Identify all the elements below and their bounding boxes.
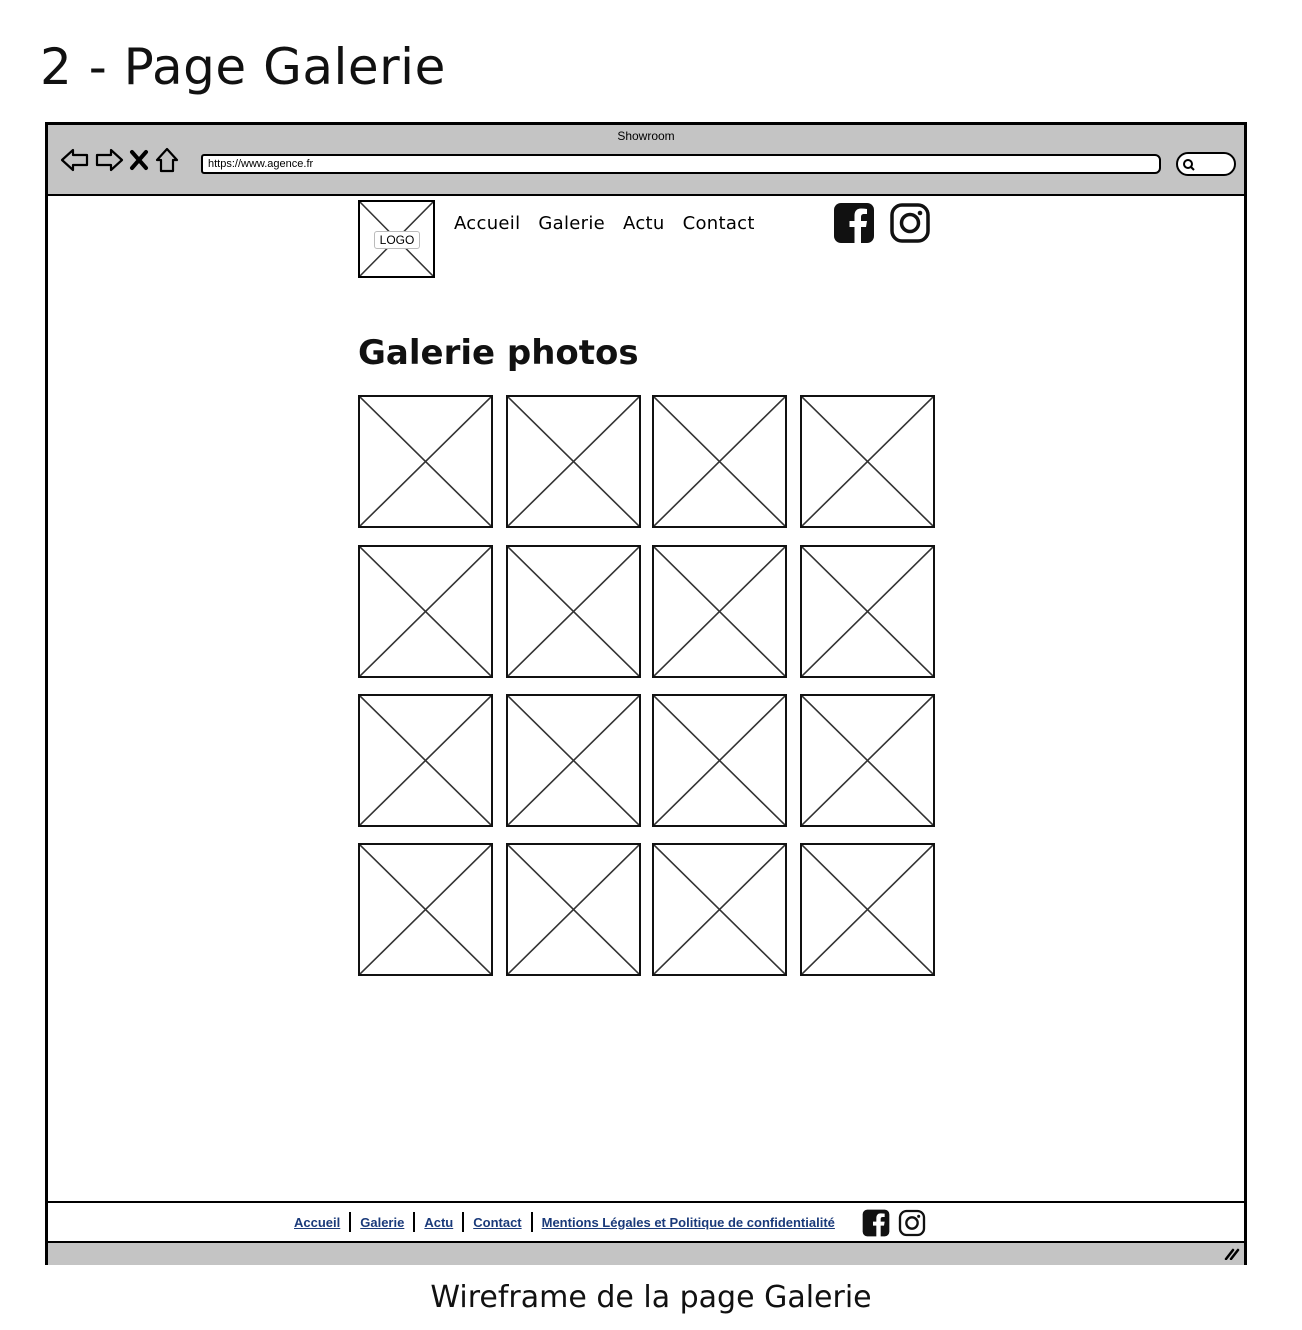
footer-link-galerie[interactable]: Galerie [360, 1214, 405, 1230]
gallery-image-placeholder[interactable] [506, 694, 641, 827]
figure-caption: Wireframe de la page Galerie [430, 1280, 872, 1315]
footer-link-mentions-legales[interactable]: Mentions Légales et Politique de confidentialité [541, 1214, 835, 1230]
footer-separator [462, 1212, 464, 1232]
image-placeholder-icon [654, 547, 785, 676]
close-icon[interactable] [128, 147, 150, 173]
image-placeholder-icon [654, 845, 785, 974]
image-placeholder-icon [508, 397, 639, 526]
gallery-image-placeholder[interactable] [506, 545, 641, 678]
browser-statusbar [48, 1241, 1244, 1265]
footer-separator [531, 1212, 533, 1232]
site-logo[interactable] [358, 200, 435, 278]
instagram-icon[interactable] [889, 202, 931, 244]
gallery-image-placeholder[interactable] [800, 843, 935, 976]
gallery-image-placeholder[interactable] [358, 843, 493, 976]
magnifier-icon [1182, 158, 1196, 172]
gallery-image-placeholder[interactable] [652, 395, 787, 528]
image-placeholder-icon [654, 397, 785, 526]
browser-content [48, 198, 1244, 1201]
browser-window [45, 122, 1247, 1265]
resize-grip-icon[interactable] [1224, 1246, 1240, 1260]
browser-search-button[interactable] [1176, 152, 1236, 176]
footer-link-accueil[interactable]: Accueil [294, 1214, 341, 1230]
browser-titlebar [48, 125, 1244, 196]
gallery-image-placeholder[interactable] [358, 694, 493, 827]
facebook-icon[interactable] [862, 1209, 890, 1237]
gallery-title: Galerie photos [358, 333, 639, 373]
gallery-image-placeholder[interactable] [800, 395, 935, 528]
image-placeholder-icon [360, 845, 491, 974]
footer-social-links [862, 1209, 926, 1237]
gallery-image-placeholder[interactable] [800, 694, 935, 827]
instagram-icon[interactable] [898, 1209, 926, 1237]
window-title: Showroom [617, 129, 675, 143]
back-arrow-icon[interactable] [60, 147, 90, 173]
gallery-image-placeholder[interactable] [652, 694, 787, 827]
image-placeholder-icon [360, 547, 491, 676]
footer-link-actu[interactable]: Actu [424, 1214, 454, 1230]
site-footer [48, 1201, 1244, 1241]
image-placeholder-icon [360, 696, 491, 825]
main-menu [454, 213, 755, 234]
forward-arrow-icon[interactable] [94, 147, 124, 173]
gallery-grid [358, 395, 938, 980]
gallery-image-placeholder[interactable] [800, 545, 935, 678]
gallery-image-placeholder[interactable] [358, 395, 493, 528]
logo-label: LOGO [374, 231, 420, 249]
gallery-image-placeholder[interactable] [506, 395, 641, 528]
home-icon[interactable] [154, 146, 180, 174]
footer-separator [413, 1212, 415, 1232]
image-placeholder-icon [360, 397, 491, 526]
gallery-image-placeholder[interactable] [652, 843, 787, 976]
image-placeholder-icon [508, 547, 639, 676]
footer-links [294, 1212, 835, 1232]
facebook-icon[interactable] [833, 202, 875, 244]
browser-nav-buttons [60, 145, 180, 175]
image-placeholder-icon [508, 845, 639, 974]
menu-item-galerie[interactable]: Galerie [538, 213, 606, 234]
menu-item-contact[interactable]: Contact [682, 213, 755, 234]
image-placeholder-icon [654, 696, 785, 825]
gallery-image-placeholder[interactable] [652, 545, 787, 678]
gallery-image-placeholder[interactable] [506, 843, 641, 976]
image-placeholder-icon [802, 696, 933, 825]
image-placeholder-icon [802, 397, 933, 526]
image-placeholder-icon [802, 547, 933, 676]
url-input[interactable]: https://www.agence.fr [201, 154, 1161, 174]
footer-separator [349, 1212, 351, 1232]
menu-item-actu[interactable]: Actu [623, 213, 665, 234]
page-heading: 2 - Page Galerie [40, 38, 446, 96]
gallery-image-placeholder[interactable] [358, 545, 493, 678]
image-placeholder-icon [802, 845, 933, 974]
footer-link-contact[interactable]: Contact [473, 1214, 522, 1230]
menu-item-accueil[interactable]: Accueil [454, 213, 521, 234]
image-placeholder-icon [508, 696, 639, 825]
social-links [833, 202, 931, 244]
